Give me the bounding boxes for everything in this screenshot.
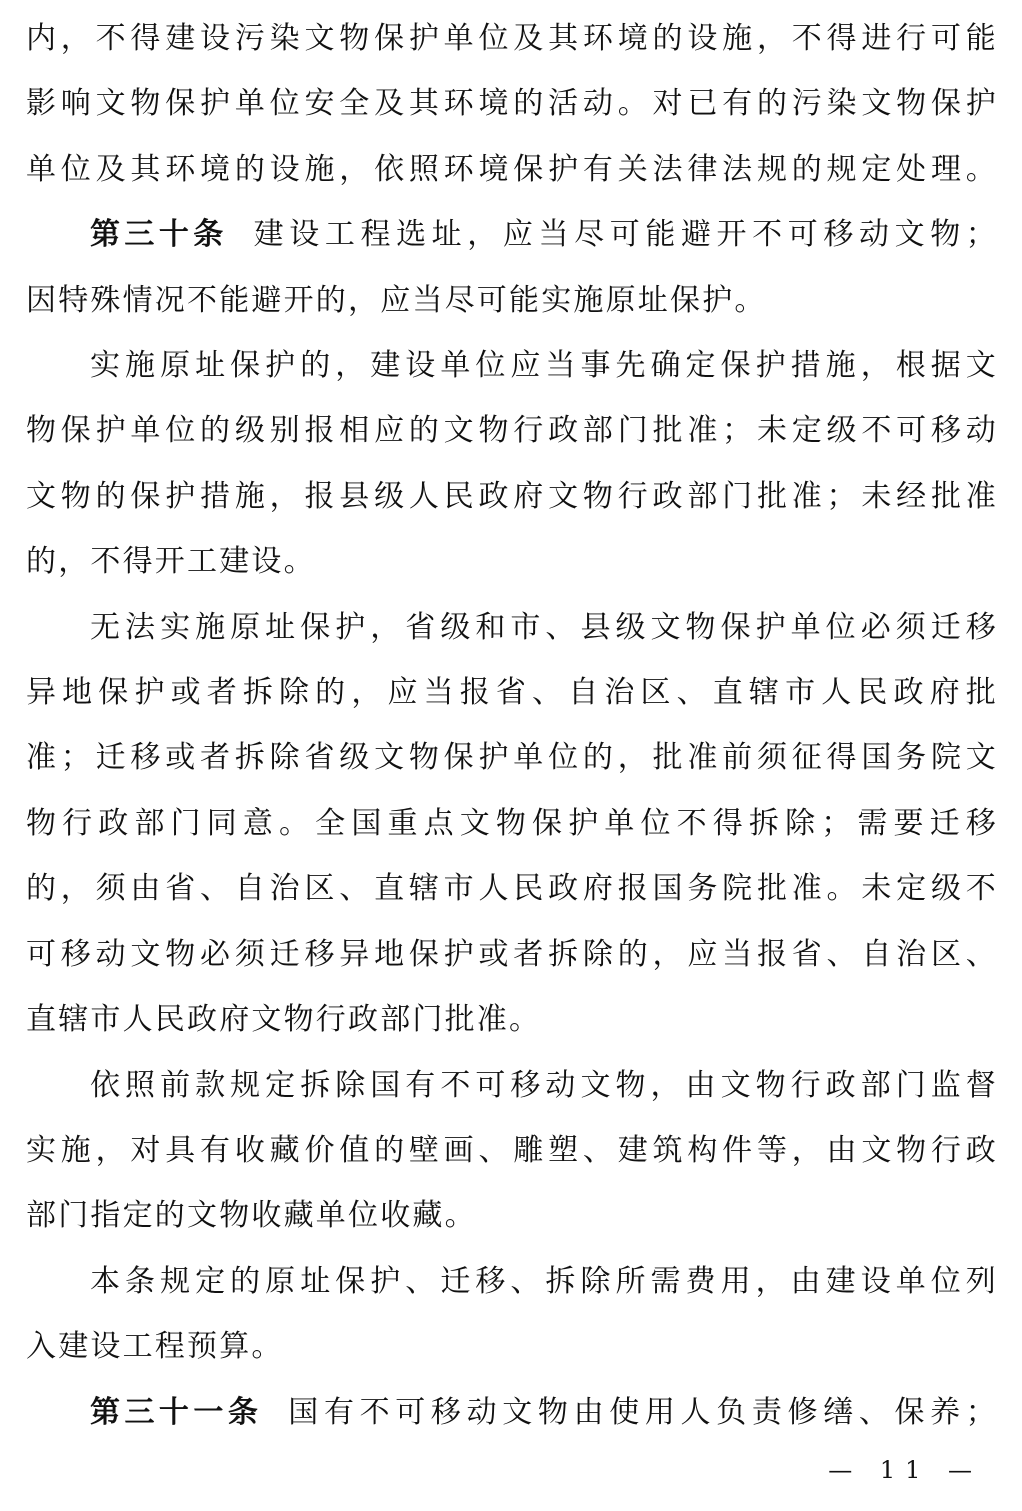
paragraph-continuation <box>26 6 998 202</box>
article-31 <box>26 1380 998 1445</box>
text-line: 直辖市人民政府文物行政部门批准。 <box>26 1002 542 1038</box>
text-line: 物行政部门同意。全国重点文物保护单位不得拆除；需要迁移 <box>26 805 998 841</box>
text-line: 依照前款规定拆除国有不可移动文物，由文物行政部门监督 <box>90 1067 998 1103</box>
text-line <box>26 202 998 267</box>
text-line: 单位及其环境的设施，依照环境保护有关法律法规的规定处理。 <box>26 151 998 187</box>
document-page <box>26 6 998 1445</box>
paragraph <box>26 333 998 595</box>
text-line: 本条规定的原址保护、迁移、拆除所需费用，由建设单位列 <box>90 1263 998 1299</box>
text-line: 影响文物保护单位安全及其环境的活动。对已有的污染文物保护 <box>26 86 998 122</box>
text-line: 入建设工程预算。 <box>26 1329 284 1365</box>
page-number: — 11 — <box>828 1456 982 1484</box>
paragraph <box>26 1249 998 1380</box>
text-line: 异地保护或者拆除的，应当报省、自治区、直辖市人民政府批 <box>26 675 998 711</box>
text-line: 文物的保护措施，报县级人民政府文物行政部门批准；未经批准 <box>26 478 998 514</box>
article-title: 第三十条 <box>90 217 228 253</box>
article-30 <box>26 202 998 333</box>
text-line: 实施，对具有收藏价值的壁画、雕塑、建筑构件等，由文物行政 <box>26 1132 998 1168</box>
text-line: 准；迁移或者拆除省级文物保护单位的，批准前须征得国务院文 <box>26 740 998 776</box>
article-title: 第三十一条 <box>90 1394 263 1430</box>
text-line: 物保护单位的级别报相应的文物行政部门批准；未定级不可移动 <box>26 413 998 449</box>
text-line: 实施原址保护的，建设单位应当事先确定保护措施，根据文 <box>90 348 998 384</box>
text-line: 部门指定的文物收藏单位收藏。 <box>26 1198 477 1234</box>
text-line: 的，须由省、自治区、直辖市人民政府报国务院批准。未定级不 <box>26 871 998 907</box>
article-text: 建设工程选址，应当尽可能避开不可移动文物； <box>253 217 999 253</box>
text-line: 可移动文物必须迁移异地保护或者拆除的，应当报省、自治区、 <box>26 936 998 972</box>
paragraph <box>26 595 998 1053</box>
article-text: 国有不可移动文物由使用人负责修缮、保养； <box>288 1394 999 1430</box>
paragraph <box>26 1053 998 1249</box>
text-line <box>26 1380 998 1445</box>
text-line: 无法实施原址保护，省级和市、县级文物保护单位必须迁移 <box>90 609 998 645</box>
text-line: 因特殊情况不能避开的，应当尽可能实施原址保护。 <box>26 282 767 318</box>
text-line: 的，不得开工建设。 <box>26 544 316 580</box>
text-line: 内，不得建设污染文物保护单位及其环境的设施，不得进行可能 <box>26 21 998 56</box>
